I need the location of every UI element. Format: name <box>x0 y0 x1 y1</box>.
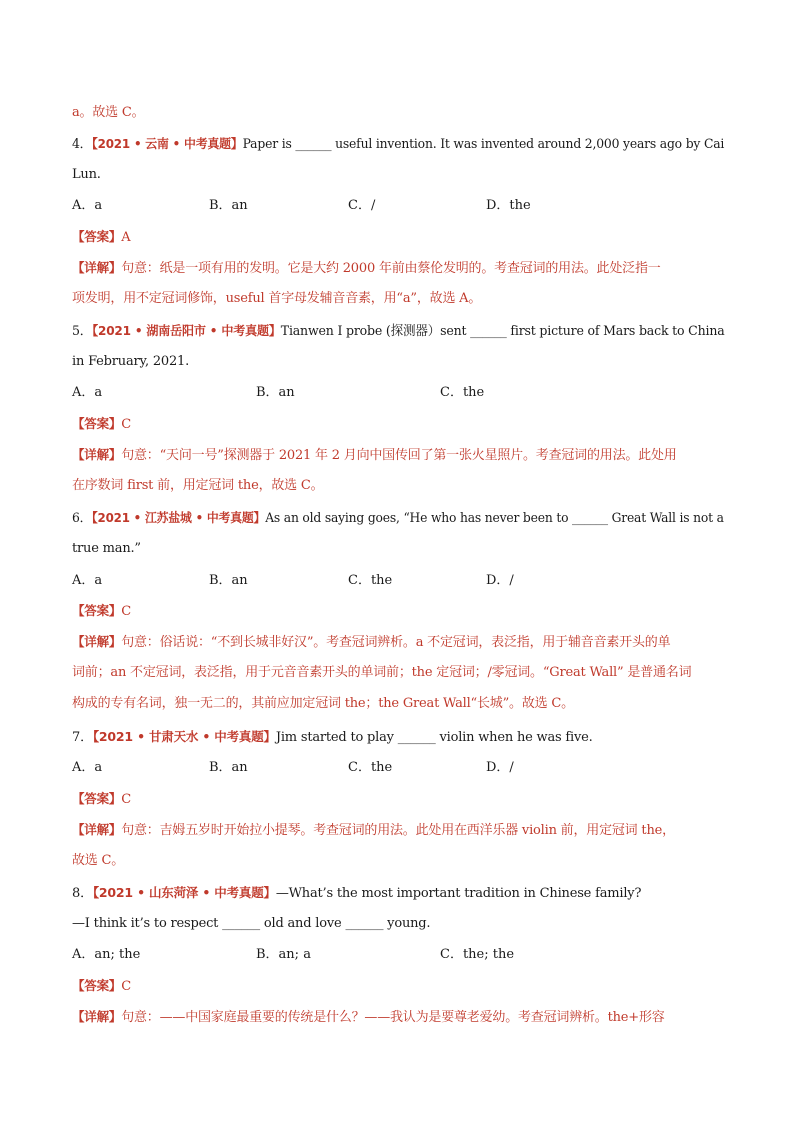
option-c: C．the <box>348 573 393 588</box>
detail-text: 句意：俗话说：“不到长城非好汉”。考查冠词辨析。a 不定冠词，表泛指，用于辅音音素开头的单 <box>121 635 671 650</box>
question-8-stem <box>72 884 641 903</box>
option-c: C．the <box>348 760 393 775</box>
option-a: A．a <box>72 385 103 400</box>
question-6-stem <box>72 509 724 528</box>
question-stem-line2: true man.” <box>72 541 141 556</box>
option-b: B．an <box>209 760 248 775</box>
option-d: D．/ <box>486 573 514 588</box>
question-number: 5． <box>72 324 93 339</box>
detail-text: 句意：“天问一号”探测器于 2021 年 2 月向中国传回了第一张火星照片。考查冠词的用法。此处用 <box>121 448 677 463</box>
question-stem-line1: Tianwen I probe (探测器）sent ______ first picture of Mars back to China <box>280 324 725 339</box>
question-5-stem <box>72 322 725 341</box>
detail-line1 <box>72 259 661 278</box>
question-4-stem <box>72 135 724 154</box>
answer-value: A <box>121 230 131 245</box>
answer-value: C <box>121 792 131 807</box>
detail-line1 <box>72 446 677 465</box>
answer-line <box>72 415 131 434</box>
answer-label: 【答案】 <box>72 978 122 993</box>
detail-line2: 在序数词 first 前，用定冠词 the，故选 C。 <box>72 478 324 493</box>
option-a: A．a <box>72 573 103 588</box>
detail-line1 <box>72 821 675 840</box>
question-source: 【2021 • 湖南岳阳市 • 中考真题】 <box>92 323 281 338</box>
option-d: D．the <box>486 198 531 213</box>
question-7-stem <box>72 728 593 747</box>
option-d: D．/ <box>486 760 514 775</box>
answer-label: 【答案】 <box>72 791 122 806</box>
answer-line <box>72 228 130 247</box>
question-stem-line2: Lun. <box>72 167 101 182</box>
question-stem-line1: Jim started to play ______ violin when he was five. <box>275 730 593 745</box>
question-stem-line1: —What’s the most important tradition in Chinese family? <box>275 886 642 901</box>
detail-line2: 项发明，用不定冠词修饰，useful 首字母发辅音音素，用“a”，故选 A。 <box>72 291 482 306</box>
detail-text: 句意：——中国家庭最重要的传统是什么？——我认为是要尊老爱幼。考查冠词辨析。the+形容 <box>121 1010 665 1025</box>
question-number: 4． <box>72 137 92 152</box>
question-source: 【2021 • 江苏盐城 • 中考真题】 <box>91 510 266 525</box>
answer-line <box>72 790 131 809</box>
question-number: 8． <box>72 886 93 901</box>
question-source: 【2021 • 山东菏泽 • 中考真题】 <box>92 885 276 900</box>
question-number: 7． <box>72 730 93 745</box>
option-c: C．/ <box>348 198 376 213</box>
option-b: B．an <box>256 385 295 400</box>
question-stem-line2: in February, 2021. <box>72 354 190 369</box>
option-a: A．a <box>72 760 103 775</box>
option-b: B．an <box>209 573 248 588</box>
detail-label: 【详解】 <box>72 1009 122 1024</box>
detail-line1 <box>72 1008 665 1027</box>
option-c: C．the; the <box>440 947 515 962</box>
detail-text: 句意：吉姆五岁时开始拉小提琴。考查冠词的用法。此处用在西洋乐器 violin 前，用定冠词 the， <box>121 823 675 838</box>
option-b: B．an <box>209 198 248 213</box>
question-source: 【2021 • 云南 • 中考真题】 <box>91 136 243 151</box>
detail-line1 <box>72 633 670 652</box>
detail-label: 【详解】 <box>72 634 122 649</box>
detail-label: 【详解】 <box>72 260 122 275</box>
detail-line3: 构成的专有名词，独一无二的，其前应加定冠词 the；the Great Wall“长城”。故选 C。 <box>72 696 574 711</box>
detail-line2: 故选 C。 <box>72 853 125 868</box>
answer-value: C <box>121 604 131 619</box>
answer-label: 【答案】 <box>72 603 122 618</box>
option-a: A．a <box>72 198 103 213</box>
question-stem-line2: —I think it’s to respect ______ old and love ______ young. <box>72 916 431 931</box>
answer-label: 【答案】 <box>72 416 122 431</box>
answer-value: C <box>121 417 131 432</box>
answer-label: 【答案】 <box>72 229 122 244</box>
continuation-line: a。故选 C。 <box>72 105 145 120</box>
detail-label: 【详解】 <box>72 447 122 462</box>
detail-label: 【详解】 <box>72 822 122 837</box>
answer-line <box>72 977 131 996</box>
question-source: 【2021 • 甘肃天水 • 中考真题】 <box>92 729 276 744</box>
option-b: B．an; a <box>256 947 311 962</box>
detail-text: 句意：纸是一项有用的发明。它是大约 2000 年前由蔡伦发明的。考查冠词的用法。此处泛指一 <box>121 261 661 276</box>
answer-line <box>72 602 131 621</box>
question-stem-line1: Paper is ______ useful invention. It was invented around 2,000 years ago by Cai <box>242 137 725 152</box>
question-stem-line1: As an old saying goes, “He who has never been to ______ Great Wall is not a <box>265 511 724 526</box>
option-c: C．the <box>440 385 485 400</box>
detail-line2: 词前；an 不定冠词，表泛指，用于元音音素开头的单词前；the 定冠词；/零冠词。“Great Wall” 是普通名词 <box>72 665 692 680</box>
answer-value: C <box>121 979 131 994</box>
option-a: A．an; the <box>72 947 141 962</box>
question-number: 6． <box>72 511 92 526</box>
